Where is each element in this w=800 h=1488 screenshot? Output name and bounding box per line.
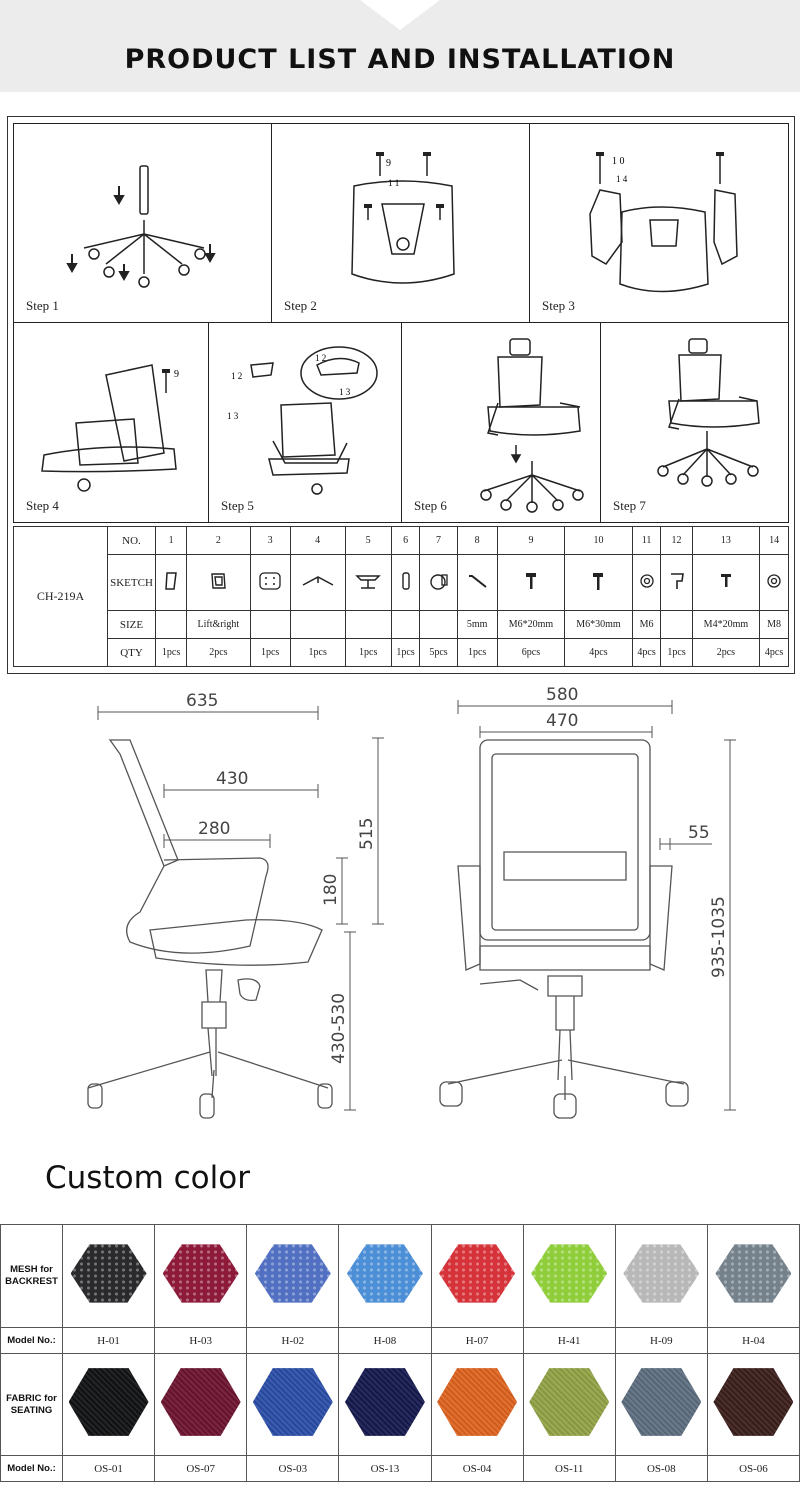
- installation-steps: [13, 123, 789, 523]
- mesh-code: H-03: [155, 1328, 247, 1354]
- mesh-swatch[interactable]: [531, 1243, 607, 1305]
- part-qty: 1pcs: [250, 639, 290, 667]
- fabric-model-label: Model No.:: [1, 1456, 63, 1482]
- part-size: M6: [632, 611, 661, 639]
- part-size: M6*30mm: [565, 611, 633, 639]
- color-swatch-table: [0, 1224, 800, 1482]
- step-1-panel: [13, 123, 272, 323]
- part-qty: 6pcs: [497, 639, 565, 667]
- part-qty: 5pcs: [420, 639, 457, 667]
- fabric-swatch[interactable]: [621, 1366, 701, 1438]
- step-5-drawing: [209, 323, 403, 524]
- gas-lift-icon: [399, 570, 413, 592]
- part-size: [345, 611, 391, 639]
- sketch-cell: [391, 555, 420, 611]
- step-3-drawing: [530, 124, 790, 324]
- parts-row-no: [14, 527, 789, 555]
- step-7-label: Step 7: [613, 498, 646, 513]
- part-size: M4*20mm: [692, 611, 760, 639]
- part-no: 2: [187, 527, 250, 555]
- fabric-swatch[interactable]: [529, 1366, 609, 1438]
- custom-color-title: Custom color: [45, 1160, 250, 1196]
- step-3-label: Step 3: [542, 298, 575, 313]
- part-qty: 1pcs: [391, 639, 420, 667]
- mesh-swatch[interactable]: [347, 1243, 423, 1305]
- dim-seat-height: 430-530: [329, 992, 349, 1064]
- dim-seat-width: 470: [546, 711, 579, 731]
- headrest-bracket-icon: [667, 570, 687, 592]
- part-no: 14: [760, 527, 789, 555]
- part-qty: 1pcs: [156, 639, 187, 667]
- part-no: 9: [497, 527, 565, 555]
- callout-11: 1 1: [388, 178, 400, 188]
- part-size: [290, 611, 345, 639]
- part-qty: 1pcs: [457, 639, 497, 667]
- row-label-sketch: SKETCH: [108, 555, 156, 611]
- callout-10: 1 0: [612, 156, 625, 167]
- sketch-cell: [497, 555, 565, 611]
- dim-total-width: 580: [546, 685, 579, 705]
- mesh-model-label: Model No.:: [1, 1328, 63, 1354]
- part-no: 7: [420, 527, 457, 555]
- mesh-swatch[interactable]: [715, 1243, 791, 1305]
- fabric-code: OS-08: [615, 1456, 707, 1482]
- washer-icon: [765, 570, 783, 592]
- dimension-drawings: [60, 680, 760, 1120]
- fabric-code: OS-07: [155, 1456, 247, 1482]
- part-size: Lift&right: [187, 611, 250, 639]
- sketch-cell: [661, 555, 692, 611]
- part-qty: 1pcs: [290, 639, 345, 667]
- mesh-code: H-09: [615, 1328, 707, 1354]
- part-qty: 4pcs: [632, 639, 661, 667]
- row-label-size: SIZE: [108, 611, 156, 639]
- mesh-model-row: [1, 1328, 800, 1354]
- sketch-cell: [156, 555, 187, 611]
- fabric-swatch[interactable]: [253, 1366, 333, 1438]
- part-size: [250, 611, 290, 639]
- step-2-drawing: [272, 124, 531, 324]
- callout-9: 9: [386, 158, 391, 169]
- part-no: 13: [692, 527, 760, 555]
- part-size: 5mm: [457, 611, 497, 639]
- sketch-cell: [632, 555, 661, 611]
- front-view-chair: [440, 740, 688, 1118]
- mesh-swatch[interactable]: [255, 1243, 331, 1305]
- part-size: M6*20mm: [497, 611, 565, 639]
- part-size: [156, 611, 187, 639]
- callout-13-zoom: 1 3: [339, 387, 351, 397]
- seat-plate-icon: [257, 570, 283, 592]
- mesh-swatch[interactable]: [623, 1243, 699, 1305]
- model-name: CH-219A: [14, 527, 108, 667]
- dim-arm-height: 180: [321, 873, 341, 906]
- sketch-cell: [420, 555, 457, 611]
- bolt-icon: [523, 570, 539, 592]
- mesh-swatch[interactable]: [439, 1243, 515, 1305]
- mesh-code: H-08: [339, 1328, 431, 1354]
- part-size: [391, 611, 420, 639]
- dim-back-height: 515: [357, 817, 377, 850]
- fabric-swatch[interactable]: [437, 1366, 517, 1438]
- part-no: 10: [565, 527, 633, 555]
- banner-notch: [360, 0, 440, 30]
- backrest-bracket-icon: [161, 570, 181, 592]
- fabric-swatch[interactable]: [161, 1366, 241, 1438]
- step-2-panel: [271, 123, 530, 323]
- bolt-icon: [590, 570, 606, 592]
- dim-total-height: 935-1035: [709, 896, 729, 978]
- step-4-label: Step 4: [26, 498, 59, 513]
- step-5-panel: [208, 322, 402, 523]
- part-no: 12: [661, 527, 692, 555]
- washer-icon: [638, 570, 656, 592]
- sketch-cell: [457, 555, 497, 611]
- step-6-drawing: [402, 323, 602, 524]
- parts-row-qty: [14, 639, 789, 667]
- base-icon: [300, 570, 336, 592]
- callout-12-zoom: 1 2: [315, 353, 327, 363]
- part-no: 4: [290, 527, 345, 555]
- callout-14: 1 4: [616, 174, 628, 184]
- mesh-swatch[interactable]: [71, 1243, 147, 1305]
- mesh-label: MESH for BACKREST: [1, 1225, 63, 1328]
- sketch-cell: [565, 555, 633, 611]
- step-7-panel: [600, 322, 789, 523]
- sketch-cell: [290, 555, 345, 611]
- callout-12: 1 2: [231, 371, 243, 381]
- sketch-cell: [760, 555, 789, 611]
- step-4-drawing: [14, 323, 210, 524]
- fabric-code: OS-03: [247, 1456, 339, 1482]
- fabric-model-row: [1, 1456, 800, 1482]
- part-qty: 1pcs: [345, 639, 391, 667]
- row-label-no: NO.: [108, 527, 156, 555]
- part-size: [420, 611, 457, 639]
- parts-table: [13, 526, 789, 667]
- fabric-code: OS-01: [63, 1456, 155, 1482]
- mesh-code: H-04: [707, 1328, 799, 1354]
- fabric-code: OS-06: [707, 1456, 799, 1482]
- step-6-panel: [401, 322, 601, 523]
- part-no: 8: [457, 527, 497, 555]
- dim-side-depth: 635: [186, 691, 219, 711]
- part-no: 6: [391, 527, 420, 555]
- step-7-drawing: [601, 323, 790, 524]
- step-1-drawing: [14, 124, 273, 324]
- row-label-qty: QTY: [108, 639, 156, 667]
- mesh-swatch[interactable]: [163, 1243, 239, 1305]
- step-3-panel: [529, 123, 789, 323]
- step-5-label: Step 5: [221, 498, 254, 513]
- part-no: 3: [250, 527, 290, 555]
- dim-seat-depth: 430: [216, 769, 249, 789]
- part-size: M8: [760, 611, 789, 639]
- part-no: 11: [632, 527, 661, 555]
- fabric-swatch[interactable]: [69, 1366, 149, 1438]
- sketch-cell: [345, 555, 391, 611]
- caster-icon: [427, 570, 451, 592]
- sketch-cell: [692, 555, 760, 611]
- fabric-code: OS-04: [431, 1456, 523, 1482]
- header-banner: [0, 0, 800, 92]
- part-no: 1: [156, 527, 187, 555]
- fabric-code: OS-11: [523, 1456, 615, 1482]
- fabric-swatch[interactable]: [345, 1366, 425, 1438]
- part-qty: 2pcs: [187, 639, 250, 667]
- part-qty: 4pcs: [760, 639, 789, 667]
- part-no: 5: [345, 527, 391, 555]
- mesh-code: H-01: [63, 1328, 155, 1354]
- step-2-label: Step 2: [284, 298, 317, 313]
- bolt-icon: [718, 570, 734, 592]
- fabric-code: OS-13: [339, 1456, 431, 1482]
- parts-row-sketch: [14, 555, 789, 611]
- step-6-label: Step 6: [414, 498, 447, 513]
- side-view-chair: [88, 740, 332, 1118]
- hex-key-icon: [464, 570, 490, 592]
- mesh-code: H-41: [523, 1328, 615, 1354]
- page-title: PRODUCT LIST AND INSTALLATION: [124, 44, 676, 75]
- fabric-row: [1, 1354, 800, 1456]
- mesh-code: H-07: [431, 1328, 523, 1354]
- dim-arm-width: 55: [688, 823, 710, 843]
- part-qty: 2pcs: [692, 639, 760, 667]
- part-size: [661, 611, 692, 639]
- part-qty: 4pcs: [565, 639, 633, 667]
- mesh-row: [1, 1225, 800, 1328]
- fabric-label: FABRIC for SEATING: [1, 1354, 63, 1456]
- dim-seat-inner: 280: [198, 819, 231, 839]
- sketch-cell: [187, 555, 250, 611]
- armrest-icon: [207, 570, 229, 592]
- callout-9-step4: 9: [174, 369, 179, 380]
- step-4-panel: [13, 322, 209, 523]
- parts-row-size: [14, 611, 789, 639]
- part-qty: 1pcs: [661, 639, 692, 667]
- sketch-cell: [250, 555, 290, 611]
- mechanism-icon: [353, 570, 383, 592]
- fabric-swatch[interactable]: [713, 1366, 793, 1438]
- callout-13: 1 3: [227, 411, 239, 421]
- step-1-label: Step 1: [26, 298, 59, 313]
- mesh-code: H-02: [247, 1328, 339, 1354]
